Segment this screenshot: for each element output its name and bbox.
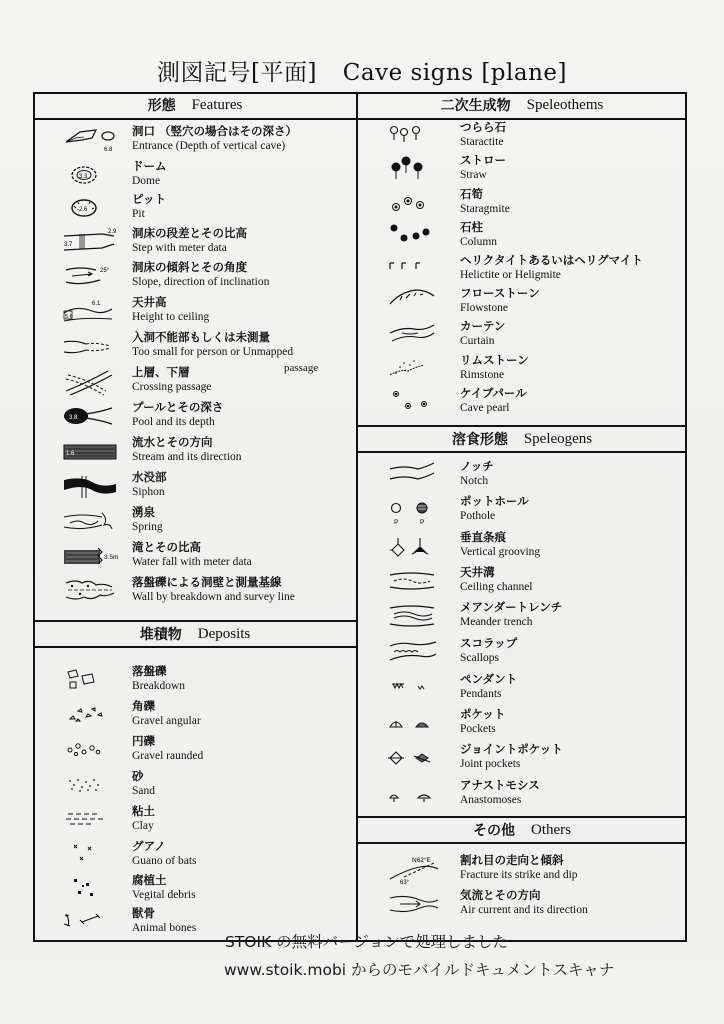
flowstone-icon [390,286,450,318]
ceiling-height-text [132,295,209,325]
curtain-text [460,319,505,349]
vegetal-debris-en: Vegital debris [132,889,196,901]
dome-en: Dome [132,175,161,187]
joint-pockets-icon [390,742,450,774]
deposits-header-jp: 堆積物 [139,627,182,643]
gravel-rounded-jp: 円礫 [132,734,155,748]
stalagmite-text [460,187,510,217]
entrance-en: Entrance (Depth of vertical cave) [132,140,286,152]
crossing-passage-jp: 上層、下層 [132,365,190,379]
speleothems-header-en: Speleothems [526,96,604,113]
joint-pockets-jp: ジョイントポケット [460,742,563,756]
animal-bones-icon [62,906,122,938]
breakdown-wall-jp: 落盤礫による洞壁と測量基線 [132,575,282,589]
notch-jp: ノッチ [460,459,494,473]
vertical-grooving-en: Vertical grooving [460,546,541,558]
pockets-icon [390,707,450,739]
stalactite-en: Staractite [460,136,504,148]
pendants-icon [390,672,450,704]
gravel-angular-icon [62,699,122,731]
speleogens-header [357,425,687,453]
sand-text [132,769,155,799]
pool-en: Pool and its depth [132,416,215,428]
entrance-icon [62,124,122,156]
rimstone-en: Rimstone [460,369,505,381]
pit-text [132,192,166,222]
ceiling-height-icon [62,295,122,327]
watermark-line-1: STOIK の無料バージョンで処理しました [225,933,509,951]
breakdown-jp: 落盤礫 [132,664,167,678]
ceiling-channel-icon [390,565,450,597]
crossing-passage-icon [62,365,122,397]
page-title-en: Cave signs [plane] [342,60,567,86]
curtain-icon [390,319,450,351]
air-current-text [460,888,588,918]
straw-text [460,153,506,183]
gravel-angular-en: Gravel angular [132,715,201,727]
stream-en: Stream and its direction [132,451,242,463]
pockets-en: Pockets [460,723,496,735]
anastomoses-icon [390,778,450,810]
anastomoses-jp: アナストモシス [460,778,540,792]
pockets-jp: ポケット [460,707,506,721]
step-b-label: 2.9 [108,229,117,235]
gravel-rounded-text [132,734,203,764]
spring-text [132,505,163,535]
step-icon [62,226,122,258]
features-header [33,92,357,120]
vegetal-debris-jp: 腐植土 [132,873,167,887]
notch-text [460,459,494,489]
meander-trench-en: Meander trench [460,616,533,628]
siphon-jp: 水没部 [132,470,167,484]
helictite-icon [390,253,450,285]
crossing-passage-en: Crossing passage [132,381,212,393]
meander-trench-text [460,600,562,630]
stream-icon [62,435,122,467]
clay-icon [62,804,122,836]
pothole-jp: ポットホール [460,494,529,508]
speleogens-header-jp: 溶食形態 [451,432,508,448]
pit-en: Pit [132,208,145,220]
fracture-icon [390,853,450,885]
features-header-jp: 形態 [147,98,176,114]
straw-en: Straw [460,169,487,181]
passage-note: passage [284,362,319,374]
straw-icon [390,153,450,185]
notch-icon [390,459,450,491]
step-en: Step with meter data [132,242,227,254]
pothole-p2-label: P [420,519,425,526]
straw-jp: ストロー [460,153,506,167]
curtain-en: Curtain [460,335,495,347]
slope-angle-label: 25° [100,268,110,274]
others-header-jp: その他 [473,823,515,839]
watermark-line-2: www.stoik.mobi からのモバイルドキュメントスキャナ [224,961,615,979]
pendants-jp: ペンダント [460,672,518,686]
pool-jp: プールとその深さ [132,400,224,414]
scallops-en: Scallops [460,652,499,664]
rimstone-icon [390,353,450,385]
flowstone-en: Flowstone [460,302,508,314]
pothole-p1-label: P [394,519,399,526]
anastomoses-text [460,778,540,808]
cave-pearl-icon [390,386,450,418]
breakdown-wall-text [132,575,295,605]
vegetal-debris-text [132,873,196,903]
spring-jp: 湧泉 [132,505,155,519]
slope-en: Slope, direction of inclination [132,276,270,288]
pool-depth-label: 3.8 [69,415,78,421]
gravel-rounded-en: Gravel raunded [132,750,204,762]
guano-jp: グアノ [132,839,166,853]
speleogens-header-en: Speleogens [523,430,593,447]
pit-value-label: -2.6 [77,207,88,213]
siphon-icon [62,470,122,502]
guano-icon [62,839,122,871]
features-header-en: Features [191,96,243,113]
dome-icon [62,159,122,191]
step-text [132,226,247,256]
siphon-text [132,470,167,500]
column-jp: 石柱 [460,220,483,234]
column-icon [390,220,450,252]
column-en: Column [460,236,498,248]
animal-bones-jp: 獣骨 [132,906,155,920]
clay-en: Clay [132,820,154,832]
stalagmite-icon [390,187,450,219]
stream-value-label: 1.6 [66,451,75,457]
ceiling-height-en: Height to ceiling [132,311,210,323]
speleothems-header-jp: 二次生成物 [440,98,511,114]
ceiling-b-label: 6.1 [92,301,101,307]
stream-text [132,435,242,465]
flowstone-jp: フローストーン [460,286,540,300]
dome-value-label: 3.3 [79,174,88,180]
unmapped-text [132,330,293,360]
guano-en: Guano of bats [132,855,197,867]
column-divider [356,92,358,942]
helictite-text [460,253,643,283]
breakdown-wall-icon [62,575,122,607]
meander-trench-icon [390,600,450,632]
dome-text [132,159,167,189]
helictite-jp: ヘリクタイトあるいはヘリグマイト [460,253,643,267]
fracture-strike-label: N62°E [412,857,431,864]
entrance-text [132,124,297,154]
clay-jp: 粘土 [132,804,155,818]
column-text [460,220,497,250]
scallops-jp: スコラップ [460,636,518,650]
animal-bones-text [132,906,196,936]
waterfall-jp: 滝とその比高 [132,540,201,554]
others-header [357,816,687,844]
spring-en: Spring [132,521,163,533]
ceiling-channel-jp: 天井溝 [460,565,495,579]
scallops-text [460,636,517,666]
speleothems-header [357,92,687,120]
slope-icon [62,260,122,292]
dome-jp: ドーム [132,159,167,173]
breakdown-wall-en: Wall by breakdown and survey line [132,591,295,603]
pendants-text [460,672,517,702]
breakdown-text [132,664,185,694]
helictite-en: Helictite or Heligmite [460,269,561,281]
pool-icon [62,400,122,432]
pit-jp: ピット [132,192,167,206]
step-a-label: 3.7 [64,242,73,248]
stalagmite-en: Staragmite [460,203,510,215]
stalactite-jp: つらら石 [460,120,506,134]
deposits-header-en: Deposits [197,625,251,642]
ceiling-a-label: 5.6 [65,314,73,320]
gravel-angular-jp: 角礫 [132,699,155,713]
sand-icon [62,769,122,801]
air-current-jp: 気流とその方向 [460,888,541,902]
clay-text [132,804,155,834]
waterfall-icon [62,540,122,572]
waterfall-value-label: 3.5m [104,554,119,561]
spring-icon [62,505,122,537]
joint-pockets-en: Joint pockets [460,758,521,770]
ceiling-channel-en: Ceiling channel [460,581,533,593]
deposits-header [33,620,357,648]
notch-en: Notch [460,475,489,487]
pockets-text [460,707,505,737]
page-title-jp: 測図記号[平面] [157,60,317,86]
others-header-en: Others [531,821,571,838]
ceiling-channel-text [460,565,533,595]
fracture-en: Fracture its strike and dip [460,869,578,881]
air-current-en: Air current and its direction [460,904,588,916]
unmapped-jp: 入洞不能部もしくは未測量 [132,330,270,344]
rimstone-text [460,353,529,383]
pendants-en: Pendants [460,688,502,700]
fracture-text [460,853,578,883]
stalactite-icon [390,120,450,152]
entrance-jp: 洞口 （竪穴の場合はその深さ） [132,124,298,138]
crossing-passage-text [132,365,212,395]
pothole-text [460,494,529,524]
anastomoses-en: Anastomoses [460,794,522,806]
sand-jp: 砂 [132,769,144,783]
vertical-grooving-jp: 垂直条痕 [460,530,506,544]
stalagmite-jp: 石筍 [460,187,483,201]
step-jp: 洞床の段差とその比高 [132,226,247,240]
fracture-dip-label: 63° [400,880,410,886]
cave-pearl-jp: ケイブパール [460,386,527,400]
rimstone-jp: リムストーン [460,353,529,367]
air-current-icon [390,888,450,920]
stalactite-text [460,120,506,150]
pothole-icon [390,494,450,526]
gravel-angular-text [132,699,201,729]
pothole-en: Pothole [460,510,496,522]
fracture-jp: 割れ目の走向と傾斜 [460,853,564,867]
ceiling-height-jp: 天井高 [132,295,167,309]
vertical-grooving-text [460,530,540,560]
breakdown-icon [62,664,122,696]
guano-text [132,839,197,869]
siphon-en: Siphon [132,486,165,498]
pit-icon [62,192,122,224]
stream-jp: 流水とその方向 [132,435,213,449]
animal-bones-en: Animal bones [132,922,197,934]
page-title [0,54,724,87]
waterfall-text [132,540,252,570]
sand-en: Sand [132,785,155,797]
meander-trench-jp: メアンダートレンチ [460,600,563,614]
vertical-grooving-icon [390,530,450,562]
entrance-depth-label: 6.8 [104,147,113,153]
flowstone-text [460,286,540,316]
cave-pearl-text [460,386,527,416]
joint-pockets-text [460,742,563,772]
unmapped-en: Too small for person or Unmapped [132,346,294,358]
scallops-icon [390,636,450,668]
slope-text [132,260,269,290]
gravel-rounded-icon [62,734,122,766]
curtain-jp: カーテン [460,319,506,333]
unmapped-icon [62,330,122,362]
breakdown-en: Breakdown [132,680,186,692]
pool-text [132,400,223,430]
waterfall-en: Water fall with meter data [132,556,252,568]
cave-pearl-en: Cave pearl [460,402,510,414]
slope-jp: 洞床の傾斜とその角度 [132,260,247,274]
vegetal-debris-icon [62,873,122,905]
